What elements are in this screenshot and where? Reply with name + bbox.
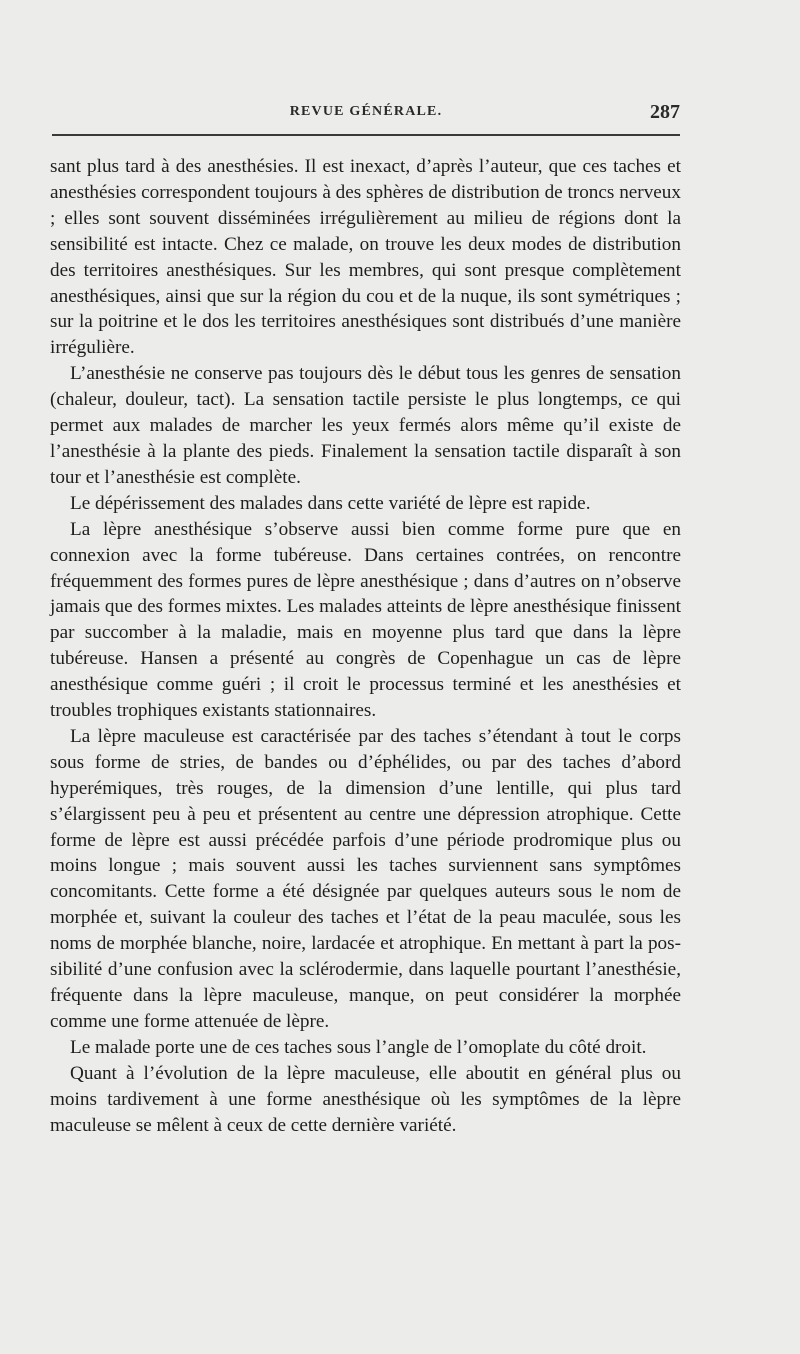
page-number: 287 <box>650 101 680 123</box>
paragraph-anesthesia: L’anesthésie ne conserve pas toujours dès le début tous les genres de sensation (chaleur, douleur, tact). La sensation tactile persiste le plus longtemps, ce qui permet aux malades de marcher les yeux fermés alors même qu’il existe de l’anesthésie à la plante des pieds. Finalement la sensation tactile disparaît à son tour et l’anesthésie est complète. <box>50 363 681 488</box>
paragraph-continuation: sant plus tard à des anesthésies. Il est inexact, d’après l’auteur, que ces taches et anesthésies correspondent toujours à des sphères de distribution de troncs nerveux ; elles sont souvent disséminées irrégulièrement au milieu de régions dont la sensibilité est intacte. Chez ce malade, on trouve les deux modes de distribution des territoires anesthésiques. Sur les membres, qui sont presque complètement anesthésiques, ainsi que sur la région du cou et de la nuque, ils sont symétriques ; sur la poitrine et le dos les territoires anesthésiques sont distribués d’une manière irrégulière. <box>50 156 681 359</box>
running-title: REVUE GÉNÉRALE. <box>289 104 443 119</box>
paragraph-lepre-anesthesique: La lèpre anesthésique s’observe aussi bien comme forme pure que en connexion avec la forme tubéreuse. Dans certaines contrées, on rencontre fréquemment des formes pures de lèpre anesthésique ; dans d’autres on n’observe jamais que des formes mixtes. Les malades atteints de lèpre anesthésique finissent par succomber à la maladie, mais en moyenne plus tard que dans la lèpre tubéreuse. Hansen a présenté au congrès de Copenhague un cas de lèpre anesthésique comme guéri ; il croit le processus terminé et les anesthésies et troubles trophiques existants stationnaires. <box>50 518 681 722</box>
paragraph-malade-tache: Le malade porte une de ces taches sous l’angle de l’omoplate du côté droit. <box>70 1036 647 1058</box>
body-text <box>50 154 681 1138</box>
header-rule <box>52 134 680 136</box>
paragraph-deperissement: Le dépérissement des malades dans cette variété de lèpre est rapide. <box>70 492 591 514</box>
paragraph-evolution: Quant à l’évolution de la lèpre maculeuse, elle aboutit en général plus ou moins tardivement à une forme anesthésique où les symptômes de la lèpre maculeuse se mêlent à ceux de cette dernière variété. <box>50 1062 681 1136</box>
paragraph-lepre-maculeuse: La lèpre maculeuse est caractérisée par des taches s’étendant à tout le corps sous forme de stries, de bandes ou d’éphélides, ou par des taches d’abord hyperémiques, très rouges, de la dimension d’une lentille, qui plus tard s’élargissent peu à peu et présentent au centre une dépression atrophique. Cette forme de lèpre est aussi précédée parfois d’une période prodromique plus ou moins longue ; mais souvent aussi les taches surviennent sans symptômes concomitants. Cette forme a été désignée par quelques auteurs sous le nom de morphée et, suivant la couleur des taches et l’état de la peau maculée, sous les noms de morphée blanche, noire, lardacée et atrophique. En mettant à part la possibilité d’une confusion avec la sclérodermie, dans laquelle pourtant l’anesthésie, fréquente dans la lèpre maculeuse, manque, on peut considérer la morphée comme une forme attenuée de lèpre. <box>50 725 681 1032</box>
page-header <box>52 101 680 128</box>
